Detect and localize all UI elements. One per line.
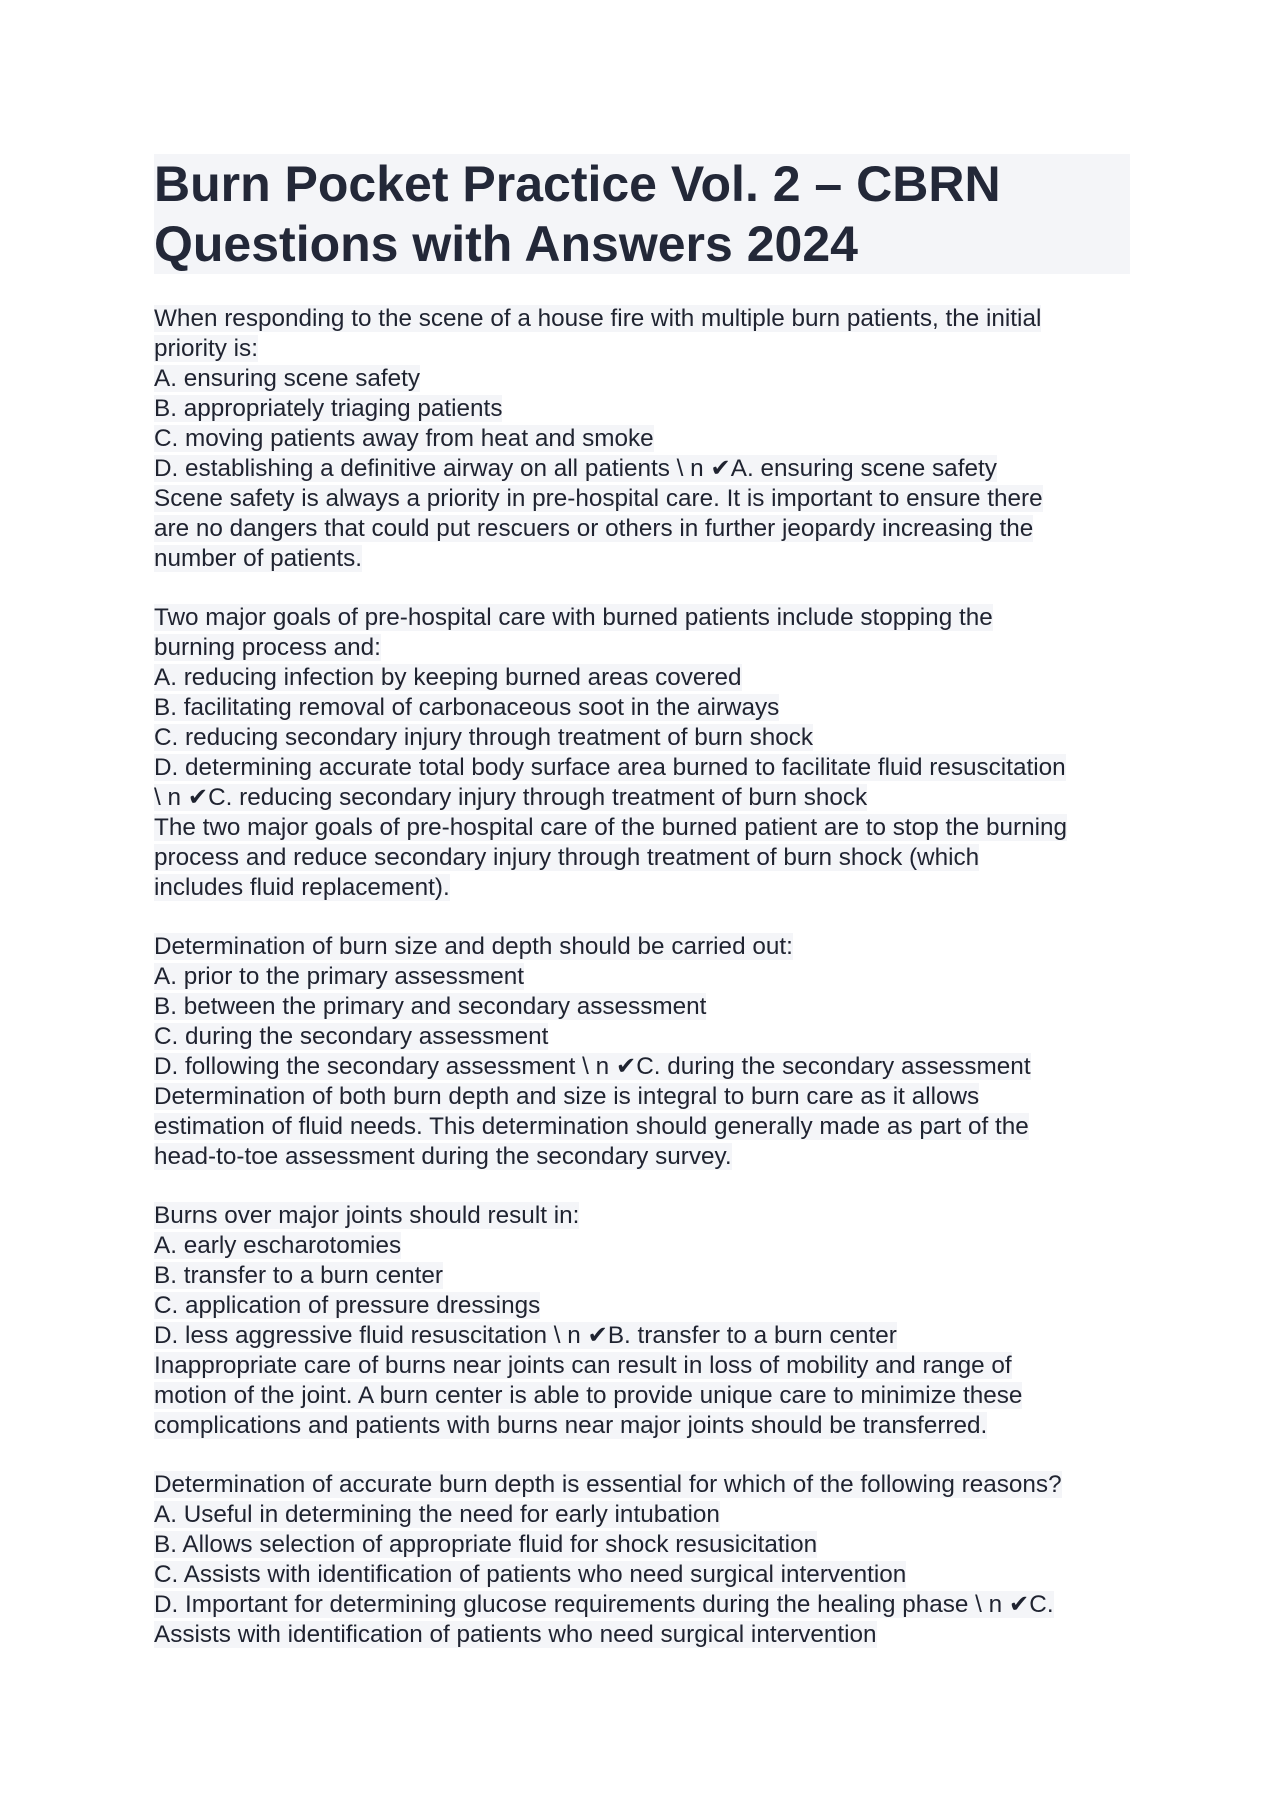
- explanation: Determination of both burn depth and size is integral to burn care as it allows: [154, 1083, 980, 1110]
- option-a: A. early escharotomies: [154, 1232, 402, 1259]
- question-text: Burns over major joints should result in:: [154, 1202, 580, 1229]
- option-c: C. during the secondary assessment: [154, 1023, 549, 1050]
- question-text: Two major goals of pre-hospital care with burned patients include stopping the: [154, 604, 993, 631]
- explanation: Inappropriate care of burns near joints can result in loss of mobility and range of: [154, 1352, 1012, 1379]
- option-b: B. appropriately triaging patients: [154, 395, 503, 422]
- option-c: C. Assists with identification of patients who need surgical intervention: [154, 1561, 907, 1588]
- question-text: Determination of burn size and depth should be carried out:: [154, 933, 793, 960]
- question-text: Determination of accurate burn depth is essential for which of the following reasons?: [154, 1471, 1062, 1498]
- title-line: Questions with Answers 2024: [154, 216, 858, 272]
- option-b: B. Allows selection of appropriate fluid for shock resusicitation: [154, 1531, 818, 1558]
- option-a: A. prior to the primary assessment: [154, 963, 524, 990]
- explanation: Scene safety is always a priority in pre-hospital care. It is important to ensure there: [154, 485, 1043, 512]
- document-page: [154, 154, 1130, 1650]
- explanation: The two major goals of pre-hospital care of the burned patient are to stop the burning: [154, 814, 1068, 841]
- question-2: [154, 603, 1130, 903]
- option-d-with-answer: D. less aggressive fluid resuscitation \ n ✔B. transfer to a burn center: [154, 1322, 897, 1349]
- option-d: D. determining accurate total body surface area burned to facilitate fluid resuscitation: [154, 754, 1066, 781]
- question-text: priority is:: [154, 335, 258, 362]
- question-1: [154, 304, 1130, 574]
- option-c: C. reducing secondary injury through treatment of burn shock: [154, 724, 814, 751]
- option-b: B. between the primary and secondary assessment: [154, 993, 707, 1020]
- option-c: C. application of pressure dressings: [154, 1292, 541, 1319]
- explanation: process and reduce secondary injury through treatment of burn shock (which: [154, 844, 980, 871]
- option-c: C. moving patients away from heat and smoke: [154, 425, 654, 452]
- question-5: [154, 1470, 1130, 1650]
- question-text: burning process and:: [154, 634, 381, 661]
- option-b: B. facilitating removal of carbonaceous soot in the airways: [154, 694, 780, 721]
- option-a: A. Useful in determining the need for early intubation: [154, 1501, 720, 1528]
- option-d-with-answer: D. Important for determining glucose requirements during the healing phase \ n ✔C.: [154, 1591, 1054, 1618]
- document-title: [154, 154, 1130, 274]
- question-3: [154, 932, 1130, 1172]
- explanation: complications and patients with burns near major joints should be transferred.: [154, 1412, 988, 1439]
- option-b: B. transfer to a burn center: [154, 1262, 444, 1289]
- explanation: includes fluid replacement).: [154, 874, 450, 901]
- explanation: motion of the joint. A burn center is able to provide unique care to minimize these: [154, 1382, 1023, 1409]
- explanation: are no dangers that could put rescuers or others in further jeopardy increasing the: [154, 515, 1034, 542]
- question-text: When responding to the scene of a house fire with multiple burn patients, the initial: [154, 305, 1042, 332]
- question-4: [154, 1201, 1130, 1441]
- explanation: head-to-toe assessment during the secondary survey.: [154, 1143, 732, 1170]
- answer: \ n ✔C. reducing secondary injury through treatment of burn shock: [154, 784, 868, 811]
- title-line: Burn Pocket Practice Vol. 2 – CBRN: [154, 156, 1001, 212]
- option-d-with-answer: D. establishing a definitive airway on all patients \ n ✔A. ensuring scene safety: [154, 455, 997, 482]
- option-a: A. reducing infection by keeping burned areas covered: [154, 664, 742, 691]
- explanation: number of patients.: [154, 545, 362, 572]
- answer: Assists with identification of patients who need surgical intervention: [154, 1621, 877, 1648]
- option-d-with-answer: D. following the secondary assessment \ n ✔C. during the secondary assessment: [154, 1053, 1031, 1080]
- explanation: estimation of fluid needs. This determination should generally made as part of the: [154, 1113, 1029, 1140]
- question-list: [154, 304, 1130, 1650]
- option-a: A. ensuring scene safety: [154, 365, 421, 392]
